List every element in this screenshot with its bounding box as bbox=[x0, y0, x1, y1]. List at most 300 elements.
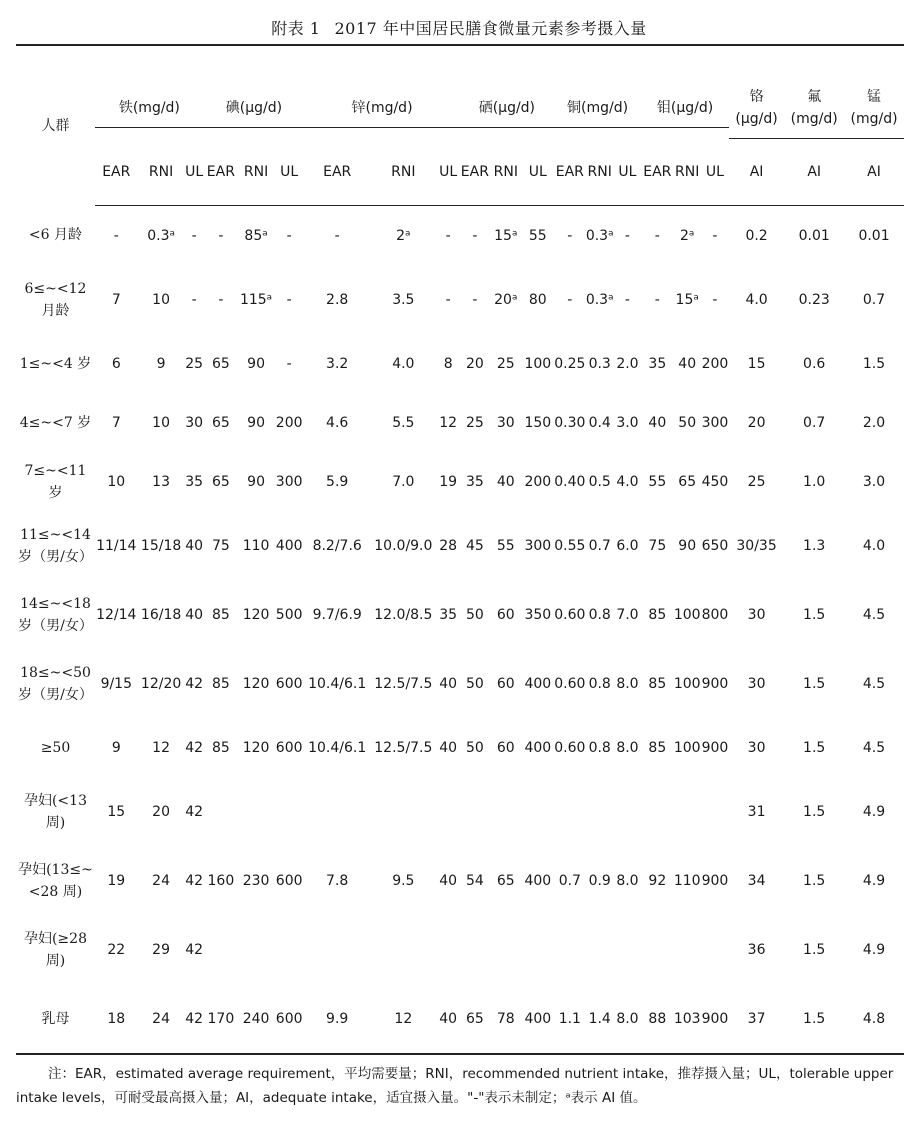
table-cell: 12.5/7.5 bbox=[374, 739, 433, 756]
table-cell: 20 bbox=[465, 355, 484, 372]
table-cell: 40 bbox=[436, 984, 460, 1054]
table-cell: 4.5 bbox=[862, 739, 886, 756]
table-cell: 65 bbox=[460, 984, 490, 1054]
table-cell: 1.4 bbox=[586, 984, 614, 1054]
table-cell: 9.9 bbox=[304, 984, 370, 1054]
table-cell: 42 bbox=[185, 872, 204, 889]
table-cell: 400 bbox=[524, 675, 552, 692]
table-cell: 19 bbox=[107, 872, 126, 889]
table-cell: 30/35 bbox=[736, 537, 777, 554]
table-cell: 24 bbox=[152, 872, 170, 889]
table-cell: 1.5 bbox=[803, 941, 826, 958]
table-label: 附表 1 bbox=[271, 19, 321, 38]
table-cell: 35 bbox=[185, 473, 204, 490]
table-cell: 54 bbox=[465, 872, 484, 889]
table-cell: 88 bbox=[641, 984, 673, 1054]
table-cell: 50 bbox=[465, 675, 484, 692]
subheader-ear: EAR bbox=[95, 139, 138, 206]
header-molybdenum: 钼(μg/d) bbox=[641, 45, 729, 139]
table-cell: 78 bbox=[490, 984, 522, 1054]
table-cell: 55 bbox=[496, 537, 515, 554]
table-cell: 60 bbox=[496, 739, 515, 756]
table-cell: 4.6 bbox=[326, 414, 349, 431]
row-group-label: 6≤~<12 月龄 bbox=[24, 280, 87, 319]
table-cell: 0.3ᵃ bbox=[585, 291, 614, 308]
table-cell: 15ᵃ bbox=[675, 291, 699, 308]
table-cell: 42 bbox=[185, 739, 204, 756]
table-cell: 100 bbox=[673, 606, 701, 623]
table-cell: 400 bbox=[524, 739, 552, 756]
table-cell: 1.5 bbox=[803, 606, 826, 623]
table-cell: - bbox=[286, 227, 292, 244]
table-row bbox=[16, 777, 904, 846]
subheader-ai: AI bbox=[729, 139, 784, 206]
table-cell: 2.8 bbox=[326, 291, 349, 308]
table-cell: 5.5 bbox=[392, 414, 415, 431]
table-cell: 40 bbox=[185, 537, 204, 554]
table-cell: 40 bbox=[185, 606, 204, 623]
table-cell: - bbox=[113, 227, 119, 244]
table-cell: - bbox=[286, 355, 292, 372]
table-cell: 20 bbox=[152, 803, 170, 820]
header-group: 人群 bbox=[16, 45, 95, 206]
table-cell: 0.4 bbox=[588, 414, 611, 431]
table-cell: 42 bbox=[185, 941, 204, 958]
table-cell: 8.2/7.6 bbox=[312, 537, 362, 554]
table-cell: 65 bbox=[496, 872, 515, 889]
subheader-ear: EAR bbox=[554, 139, 586, 206]
row-group-label: ≥50 bbox=[40, 739, 71, 756]
table-cell: 900 bbox=[701, 675, 729, 692]
table-cell: 1.5 bbox=[803, 675, 826, 692]
table-cell: 170 bbox=[204, 984, 238, 1054]
table-cell: 42 bbox=[185, 803, 204, 820]
table-cell: 90 bbox=[247, 355, 265, 372]
table-cell: 230 bbox=[242, 872, 270, 889]
table-cell: 12 bbox=[370, 984, 436, 1054]
table-cell: 40 bbox=[648, 414, 667, 431]
table-cell: 90 bbox=[247, 473, 265, 490]
table-cell: 115ᵃ bbox=[239, 291, 273, 308]
table-cell: 450 bbox=[701, 473, 729, 490]
table-cell: 22 bbox=[107, 941, 126, 958]
table-cell: - bbox=[191, 291, 197, 308]
table-cell: 600 bbox=[275, 739, 303, 756]
table-cell: 40 bbox=[496, 473, 515, 490]
header-iron: 铁(mg/d) bbox=[95, 45, 204, 139]
table-cell: 400 bbox=[524, 872, 552, 889]
table-cell: 35 bbox=[439, 606, 458, 623]
table-cell: 0.7 bbox=[588, 537, 611, 554]
table-cell: 800 bbox=[701, 606, 729, 623]
table-cell: - bbox=[472, 291, 478, 308]
table-cell: 0.8 bbox=[588, 675, 611, 692]
table-cell: 9.7/6.9 bbox=[312, 606, 362, 623]
table-cell: 15 bbox=[107, 803, 126, 820]
table-cell: 9/15 bbox=[100, 675, 133, 692]
table-cell: 0.7 bbox=[862, 291, 886, 308]
table-cell: 100 bbox=[673, 675, 701, 692]
table-cell: 85 bbox=[211, 739, 230, 756]
table-cell: 4.0 bbox=[745, 291, 768, 308]
table-cell: 75 bbox=[648, 537, 667, 554]
table-cell: 40 bbox=[439, 739, 458, 756]
table-cell: 55 bbox=[528, 227, 547, 244]
table-cell: 16/18 bbox=[140, 606, 182, 623]
table-cell: 1.5 bbox=[803, 739, 826, 756]
table-cell: 10 bbox=[152, 414, 170, 431]
table-cell: 25 bbox=[465, 414, 484, 431]
row-group-label: 18≤~<50 岁（男/女） bbox=[18, 664, 93, 703]
table-cell: 65 bbox=[211, 414, 230, 431]
table-cell: 0.23 bbox=[798, 291, 830, 308]
table-cell: 36 bbox=[747, 941, 766, 958]
table-cell: 60 bbox=[496, 675, 515, 692]
subheader-ul: UL bbox=[701, 139, 729, 206]
table-cell: 40 bbox=[439, 675, 458, 692]
table-cell: 0.60 bbox=[554, 606, 586, 623]
table-cell: 15 bbox=[747, 355, 766, 372]
table-cell: 2ᵃ bbox=[680, 227, 695, 244]
table-cell: 0.40 bbox=[554, 473, 586, 490]
table-cell: 600 bbox=[274, 984, 304, 1054]
table-cell: 0.9 bbox=[588, 872, 611, 889]
table-cell: 1.0 bbox=[803, 473, 826, 490]
table-cell: 40 bbox=[439, 872, 458, 889]
table-cell: - bbox=[712, 291, 718, 308]
row-group-label: 乳母 bbox=[16, 984, 95, 1054]
table-cell: 42 bbox=[185, 984, 204, 1054]
table-row bbox=[16, 334, 904, 393]
table-cell: 300 bbox=[701, 414, 729, 431]
table-cell: 120 bbox=[242, 739, 270, 756]
table-cell: 1.5 bbox=[784, 984, 844, 1054]
table-cell: 0.30 bbox=[554, 414, 586, 431]
table-cell: 10.0/9.0 bbox=[374, 537, 433, 554]
table-cell: 35 bbox=[648, 355, 667, 372]
table-cell: 25 bbox=[747, 473, 766, 490]
table-cell: 300 bbox=[524, 537, 552, 554]
table-cell: - bbox=[712, 227, 718, 244]
table-cell: 85 bbox=[648, 606, 667, 623]
table-cell: 4.8 bbox=[844, 984, 904, 1054]
table-cell: 12 bbox=[439, 414, 458, 431]
table-cell: 240 bbox=[238, 984, 274, 1054]
table-cell: 900 bbox=[701, 872, 729, 889]
table-cell: 9 bbox=[156, 355, 166, 372]
table-cell: - bbox=[654, 227, 660, 244]
table-cell: 4.5 bbox=[862, 606, 886, 623]
row-group-label: 孕妇(13≤~<28 周) bbox=[18, 861, 93, 900]
table-cell: 8.0 bbox=[616, 739, 639, 756]
table-cell: 0.60 bbox=[554, 675, 586, 692]
table-cell: 15ᵃ bbox=[494, 227, 518, 244]
table-cell: 5.9 bbox=[326, 473, 349, 490]
table-cell: 10.4/6.1 bbox=[308, 739, 367, 756]
table-row bbox=[16, 649, 904, 718]
table-cell: 4.0 bbox=[862, 537, 886, 554]
table-cell: 30 bbox=[747, 675, 766, 692]
table-cell: 4.5 bbox=[862, 675, 886, 692]
table-cell: - bbox=[286, 291, 292, 308]
subheader-ul: UL bbox=[614, 139, 642, 206]
row-group-label: 孕妇(≥28 周) bbox=[23, 930, 87, 969]
subheader-ear: EAR bbox=[304, 139, 370, 206]
table-cell: 65 bbox=[678, 473, 697, 490]
table-cell: 35 bbox=[465, 473, 484, 490]
table-cell: 4.9 bbox=[862, 803, 886, 820]
subheader-ear: EAR bbox=[204, 139, 238, 206]
table-cell: 24 bbox=[138, 984, 185, 1054]
table-cell: 600 bbox=[275, 872, 303, 889]
table-cell: 400 bbox=[522, 984, 554, 1054]
table-cell: 30 bbox=[747, 739, 766, 756]
table-cell: 40 bbox=[678, 355, 697, 372]
table-cell: 7.0 bbox=[392, 473, 415, 490]
table-cell: 8.0 bbox=[614, 984, 642, 1054]
subheader-ul: UL bbox=[436, 139, 460, 206]
nutrient-table bbox=[16, 44, 904, 1055]
subheader-ai: AI bbox=[784, 139, 844, 206]
table-cell: 9.5 bbox=[392, 872, 415, 889]
subheader-rni: RNI bbox=[586, 139, 614, 206]
table-cell: 30 bbox=[747, 606, 766, 623]
row-group-label: 7≤~<11 岁 bbox=[24, 462, 87, 501]
table-cell: 45 bbox=[465, 537, 484, 554]
table-row bbox=[16, 265, 904, 334]
table-cell: 120 bbox=[242, 675, 270, 692]
table-cell: 30 bbox=[185, 414, 204, 431]
table-cell: 900 bbox=[701, 984, 729, 1054]
table-cell: 85 bbox=[211, 675, 230, 692]
table-cell: 25 bbox=[496, 355, 515, 372]
table-cell: 2.0 bbox=[616, 355, 639, 372]
table-cell: 4.0 bbox=[392, 355, 415, 372]
table-cell: 85 bbox=[648, 739, 667, 756]
table-cell: 7 bbox=[111, 414, 121, 431]
table-cell: 3.0 bbox=[862, 473, 886, 490]
table-cell: 2.0 bbox=[862, 414, 886, 431]
table-row bbox=[16, 511, 904, 580]
table-cell: 85 bbox=[648, 675, 667, 692]
table-cell: 8.0 bbox=[616, 675, 639, 692]
table-cell: 3.2 bbox=[326, 355, 349, 372]
table-cell: - bbox=[624, 227, 630, 244]
table-cell: 0.3 bbox=[588, 355, 611, 372]
header-subcolumn-row bbox=[16, 139, 904, 206]
table-cell: - bbox=[218, 227, 224, 244]
header-group-row bbox=[16, 45, 904, 139]
table-cell: 25 bbox=[185, 355, 204, 372]
table-row bbox=[16, 580, 904, 649]
table-cell: 4.9 bbox=[862, 941, 886, 958]
table-cell: 55 bbox=[648, 473, 667, 490]
table-cell: 0.2 bbox=[745, 227, 768, 244]
table-cell: 9 bbox=[111, 739, 121, 756]
table-cell: 0.7 bbox=[558, 872, 581, 889]
table-cell: 80 bbox=[528, 291, 547, 308]
table-cell: 600 bbox=[275, 675, 303, 692]
table-cell: 100 bbox=[673, 739, 701, 756]
header-selenium: 硒(μg/d) bbox=[460, 45, 554, 139]
table-cell: 0.8 bbox=[588, 739, 611, 756]
subheader-ul: UL bbox=[185, 139, 204, 206]
table-cell: 19 bbox=[439, 473, 458, 490]
subheader-rni: RNI bbox=[238, 139, 274, 206]
table-cell: - bbox=[445, 291, 451, 308]
table-cell: 31 bbox=[747, 803, 766, 820]
subheader-ear: EAR bbox=[460, 139, 490, 206]
row-group-label: 11≤~<14 岁（男/女） bbox=[18, 526, 93, 565]
table-cell: 900 bbox=[701, 739, 729, 756]
table-cell: 15/18 bbox=[140, 537, 182, 554]
table-row bbox=[16, 393, 904, 452]
subheader-rni: RNI bbox=[138, 139, 185, 206]
table-cell: 60 bbox=[496, 606, 515, 623]
table-cell: 50 bbox=[465, 606, 484, 623]
table-cell: - bbox=[567, 227, 573, 244]
header-chromium: 铬(μg/d) bbox=[729, 45, 784, 139]
table-cell: 100 bbox=[524, 355, 552, 372]
table-title bbox=[0, 16, 918, 39]
table-cell: 75 bbox=[211, 537, 230, 554]
table-cell: 34 bbox=[747, 872, 766, 889]
table-cell: 0.8 bbox=[588, 606, 611, 623]
subheader-ear: EAR bbox=[641, 139, 673, 206]
subheader-rni: RNI bbox=[370, 139, 436, 206]
table-cell: 92 bbox=[648, 872, 667, 889]
table-cell: 13 bbox=[152, 473, 170, 490]
table-cell: 103 bbox=[673, 984, 701, 1054]
table-cell: 8.0 bbox=[616, 872, 639, 889]
table-cell: 1.1 bbox=[554, 984, 586, 1054]
table-cell: 1.5 bbox=[803, 872, 826, 889]
table-cell: 10.4/6.1 bbox=[308, 675, 367, 692]
table-cell: 7.8 bbox=[326, 872, 349, 889]
table-cell: 11/14 bbox=[96, 537, 137, 554]
header-manganese: 锰(mg/d) bbox=[844, 45, 904, 139]
table-cell: 37 bbox=[729, 984, 784, 1054]
table-row bbox=[16, 206, 904, 266]
table-cell: 6 bbox=[111, 355, 121, 372]
table-cell: 3.0 bbox=[616, 414, 639, 431]
table-cell: - bbox=[472, 227, 478, 244]
table-cell: 400 bbox=[275, 537, 303, 554]
subheader-ul: UL bbox=[522, 139, 554, 206]
row-group-label: 1≤~<4 岁 bbox=[19, 355, 92, 372]
table-cell: 4.0 bbox=[616, 473, 639, 490]
subheader-ul: UL bbox=[274, 139, 304, 206]
table-cell: 7.0 bbox=[616, 606, 639, 623]
table-cell: 30 bbox=[496, 414, 515, 431]
table-cell: 7 bbox=[111, 291, 121, 308]
table-cell: - bbox=[334, 227, 340, 244]
table-cell: 200 bbox=[524, 473, 552, 490]
table-cell: 20 bbox=[747, 414, 766, 431]
table-cell: 110 bbox=[242, 537, 270, 554]
table-cell: 18 bbox=[95, 984, 138, 1054]
table-cell: 65 bbox=[211, 355, 230, 372]
table-cell: 50 bbox=[465, 739, 484, 756]
table-cell: 12.0/8.5 bbox=[374, 606, 433, 623]
table-cell: 12/20 bbox=[140, 675, 182, 692]
table-cell: 10 bbox=[152, 291, 170, 308]
table-cell: - bbox=[567, 291, 573, 308]
table-cell: 50 bbox=[678, 414, 697, 431]
table-cell: 1.5 bbox=[862, 355, 886, 372]
table-cell: 0.5 bbox=[588, 473, 611, 490]
table-cell: 90 bbox=[678, 537, 697, 554]
table-row bbox=[16, 718, 904, 777]
table-cell: 90 bbox=[247, 414, 265, 431]
table-cell: 110 bbox=[673, 872, 701, 889]
table-cell: - bbox=[654, 291, 660, 308]
table-cell: 12 bbox=[152, 739, 170, 756]
table-cell: 0.25 bbox=[554, 355, 586, 372]
table-cell: 28 bbox=[439, 537, 458, 554]
table-row bbox=[16, 452, 904, 511]
header-copper: 铜(mg/d) bbox=[554, 45, 642, 139]
subheader-rni: RNI bbox=[673, 139, 701, 206]
table-cell: 160 bbox=[207, 872, 235, 889]
table-cell: 0.55 bbox=[554, 537, 586, 554]
table-cell: 0.60 bbox=[554, 739, 586, 756]
table-footnote: 注：EAR，estimated average requirement，平均需要量；RNI，recommended nutrient intake，推荐摄入量；UL，tolerable upper intake levels，可耐受最高摄入量；AI，adequate intake，适宜摄入量。"-"表示未制定；ᵃ表示 AI 值。 bbox=[16, 1066, 894, 1106]
header-zinc: 锌(mg/d) bbox=[304, 45, 460, 139]
table-cell: 0.7 bbox=[803, 414, 826, 431]
table-cell: 0.01 bbox=[858, 227, 890, 244]
row-group-label: 14≤~<18 岁（男/女） bbox=[18, 595, 93, 634]
subheader-rni: RNI bbox=[490, 139, 522, 206]
table-cell: 120 bbox=[242, 606, 270, 623]
header-fluorine: 氟(mg/d) bbox=[784, 45, 844, 139]
table-body bbox=[16, 206, 904, 1055]
table-cell: 200 bbox=[275, 414, 303, 431]
table-cell: 12.5/7.5 bbox=[374, 675, 433, 692]
table-cell: 650 bbox=[701, 537, 729, 554]
table-cell: 0.6 bbox=[803, 355, 826, 372]
table-cell: 3.5 bbox=[392, 291, 415, 308]
table-cell: 300 bbox=[275, 473, 303, 490]
row-group-label: 4≤~<7 岁 bbox=[19, 414, 92, 431]
table-cell: 200 bbox=[701, 355, 729, 372]
subheader-ai: AI bbox=[844, 139, 904, 206]
table-row bbox=[16, 984, 904, 1054]
table-cell: 1.5 bbox=[803, 803, 826, 820]
table-cell: 350 bbox=[524, 606, 552, 623]
table-cell: 6.0 bbox=[616, 537, 639, 554]
table-cell: 8 bbox=[443, 355, 453, 372]
table-cell: 85 bbox=[211, 606, 230, 623]
table-cell: - bbox=[191, 227, 197, 244]
table-cell: 2ᵃ bbox=[396, 227, 411, 244]
table-cell: - bbox=[624, 291, 630, 308]
table-cell: 0.3ᵃ bbox=[585, 227, 614, 244]
row-group-label: <6 月龄 bbox=[28, 227, 83, 244]
table-caption: 2017 年中国居民膳食微量元素参考摄入量 bbox=[334, 19, 647, 38]
table-cell: 20ᵃ bbox=[494, 291, 518, 308]
table-cell: 150 bbox=[524, 414, 552, 431]
table-cell: 12/14 bbox=[96, 606, 137, 623]
table-cell: 0.01 bbox=[798, 227, 830, 244]
table-cell: 42 bbox=[185, 675, 204, 692]
table-cell: 85ᵃ bbox=[244, 227, 268, 244]
table-cell: 500 bbox=[275, 606, 303, 623]
table-cell: 10 bbox=[107, 473, 126, 490]
table-cell: 29 bbox=[152, 941, 170, 958]
header-iodine: 碘(μg/d) bbox=[204, 45, 304, 139]
row-group-label: 孕妇(<13 周) bbox=[23, 792, 87, 831]
